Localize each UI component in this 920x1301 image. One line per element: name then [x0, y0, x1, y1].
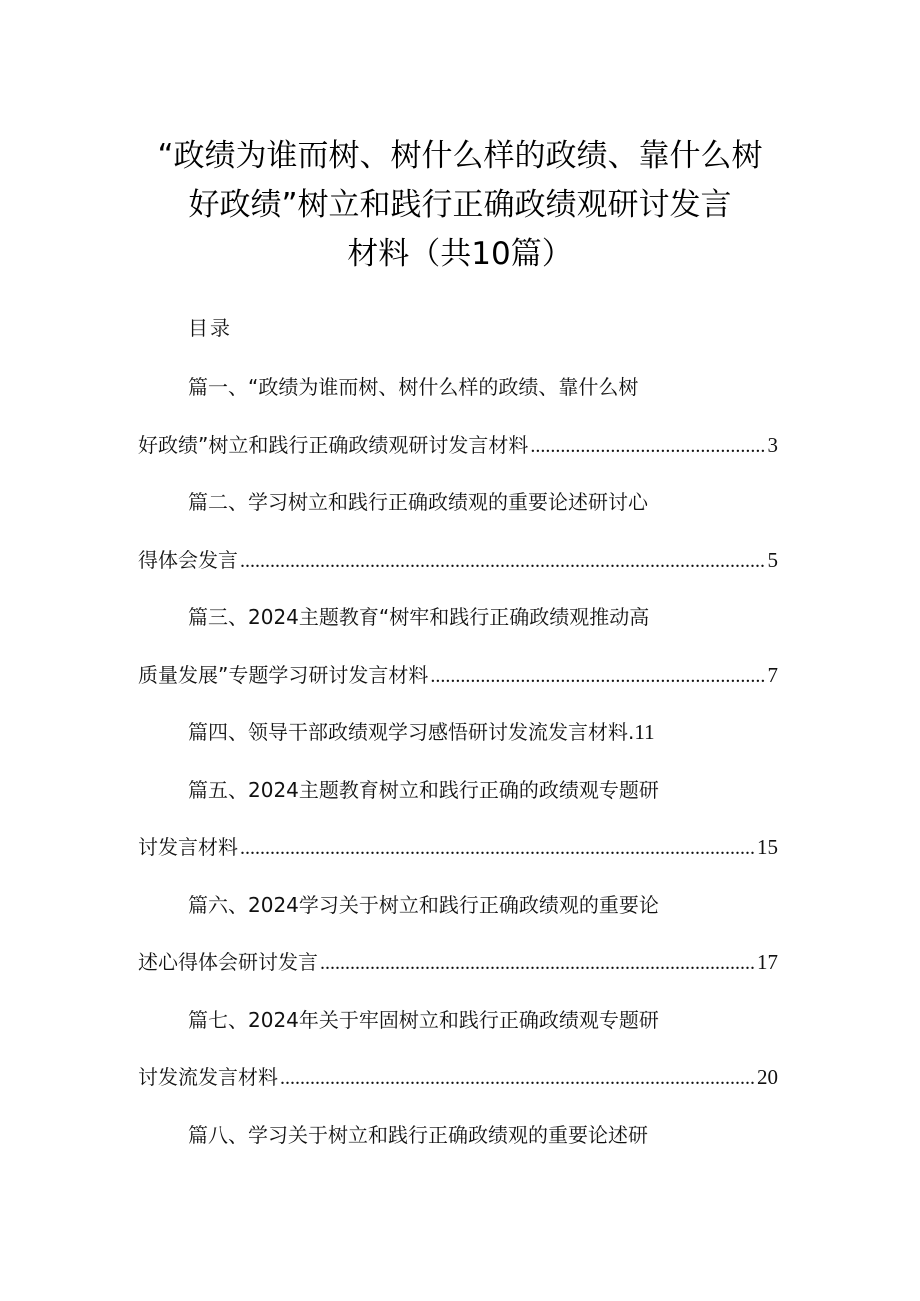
toc-entry-title: 篇四、领导干部政绩观学习感悟研讨发流发言材料. — [188, 720, 635, 744]
toc-entry-continuation — [138, 535, 778, 593]
toc-page-number: 7 — [767, 662, 778, 687]
title-line-1: “政绩为谁而树、树什么样的政绩、靠什么树 — [157, 138, 763, 174]
title-line-3: 材料（共10篇） — [347, 236, 573, 272]
toc-entry-title: 篇一、“政绩为谁而树、树什么样的政绩、靠什么树 — [188, 375, 639, 399]
toc-entry-1[interactable] — [138, 362, 788, 477]
toc-entry-title-cont: 讨发流发言材料 — [138, 1065, 278, 1089]
toc-entry-5[interactable] — [138, 765, 788, 880]
toc-page-number: 11 — [634, 720, 655, 744]
toc-entry-2[interactable] — [138, 477, 788, 592]
toc-entry-title-cont: 讨发言材料 — [138, 835, 238, 859]
toc-entry-continuation — [138, 937, 778, 995]
toc-leader-dots — [240, 536, 766, 586]
toc-entry-6[interactable] — [138, 880, 788, 995]
toc-entry-title-cont: 质量发展”专题学习研讨发言材料 — [138, 662, 429, 687]
toc-entry-title: 篇三、2024主题教育“树牢和践行正确政绩观推动高 — [188, 605, 650, 629]
toc-leader-dots — [320, 938, 755, 988]
toc-entry-8[interactable] — [138, 1110, 788, 1168]
title-line-2: 好政绩”树立和践行正确政绩观研讨发言 — [188, 187, 732, 223]
toc-entry-title: 篇七、2024年关于牢固树立和践行正确政绩观专题研 — [188, 1007, 659, 1032]
toc-leader-dots — [280, 1053, 755, 1103]
document-title — [130, 132, 790, 279]
toc-entry-title-cont: 述心得体会研讨发言 — [138, 950, 318, 974]
toc-entry-continuation — [138, 420, 778, 478]
toc-page-number: 5 — [767, 547, 778, 572]
toc-entry-title: 篇五、2024主题教育树立和践行正确的政绩观专题研 — [188, 777, 659, 802]
toc-entry-3[interactable] — [138, 592, 788, 707]
toc-page-number: 20 — [757, 1065, 778, 1089]
toc-entry-title: 篇六、2024学习关于树立和践行正确政绩观的重要论 — [188, 892, 659, 917]
toc-entry-continuation — [138, 822, 778, 880]
table-of-contents — [138, 362, 788, 1167]
toc-entry-title-cont: 得体会发言 — [138, 547, 238, 572]
toc-entry-7[interactable] — [138, 995, 788, 1110]
toc-entry-title-line — [138, 707, 788, 765]
toc-entry-title: 篇二、学习树立和践行正确政绩观的重要论述研讨心 — [188, 490, 648, 514]
toc-leader-dots — [240, 823, 755, 873]
toc-page-number: 3 — [767, 432, 778, 457]
toc-entry-4[interactable] — [138, 707, 788, 765]
toc-heading: 目录 — [188, 316, 232, 340]
toc-entry-title-cont: 好政绩”树立和践行正确政绩观研讨发言材料 — [138, 432, 529, 457]
toc-entry-continuation — [138, 1052, 778, 1110]
toc-leader-dots — [430, 651, 765, 701]
toc-page-number: 17 — [757, 950, 778, 974]
toc-page-number: 15 — [757, 835, 778, 859]
toc-leader-dots — [530, 421, 765, 471]
toc-entry-title: 篇八、学习关于树立和践行正确政绩观的重要论述研 — [188, 1122, 648, 1147]
toc-entry-continuation — [138, 650, 778, 708]
